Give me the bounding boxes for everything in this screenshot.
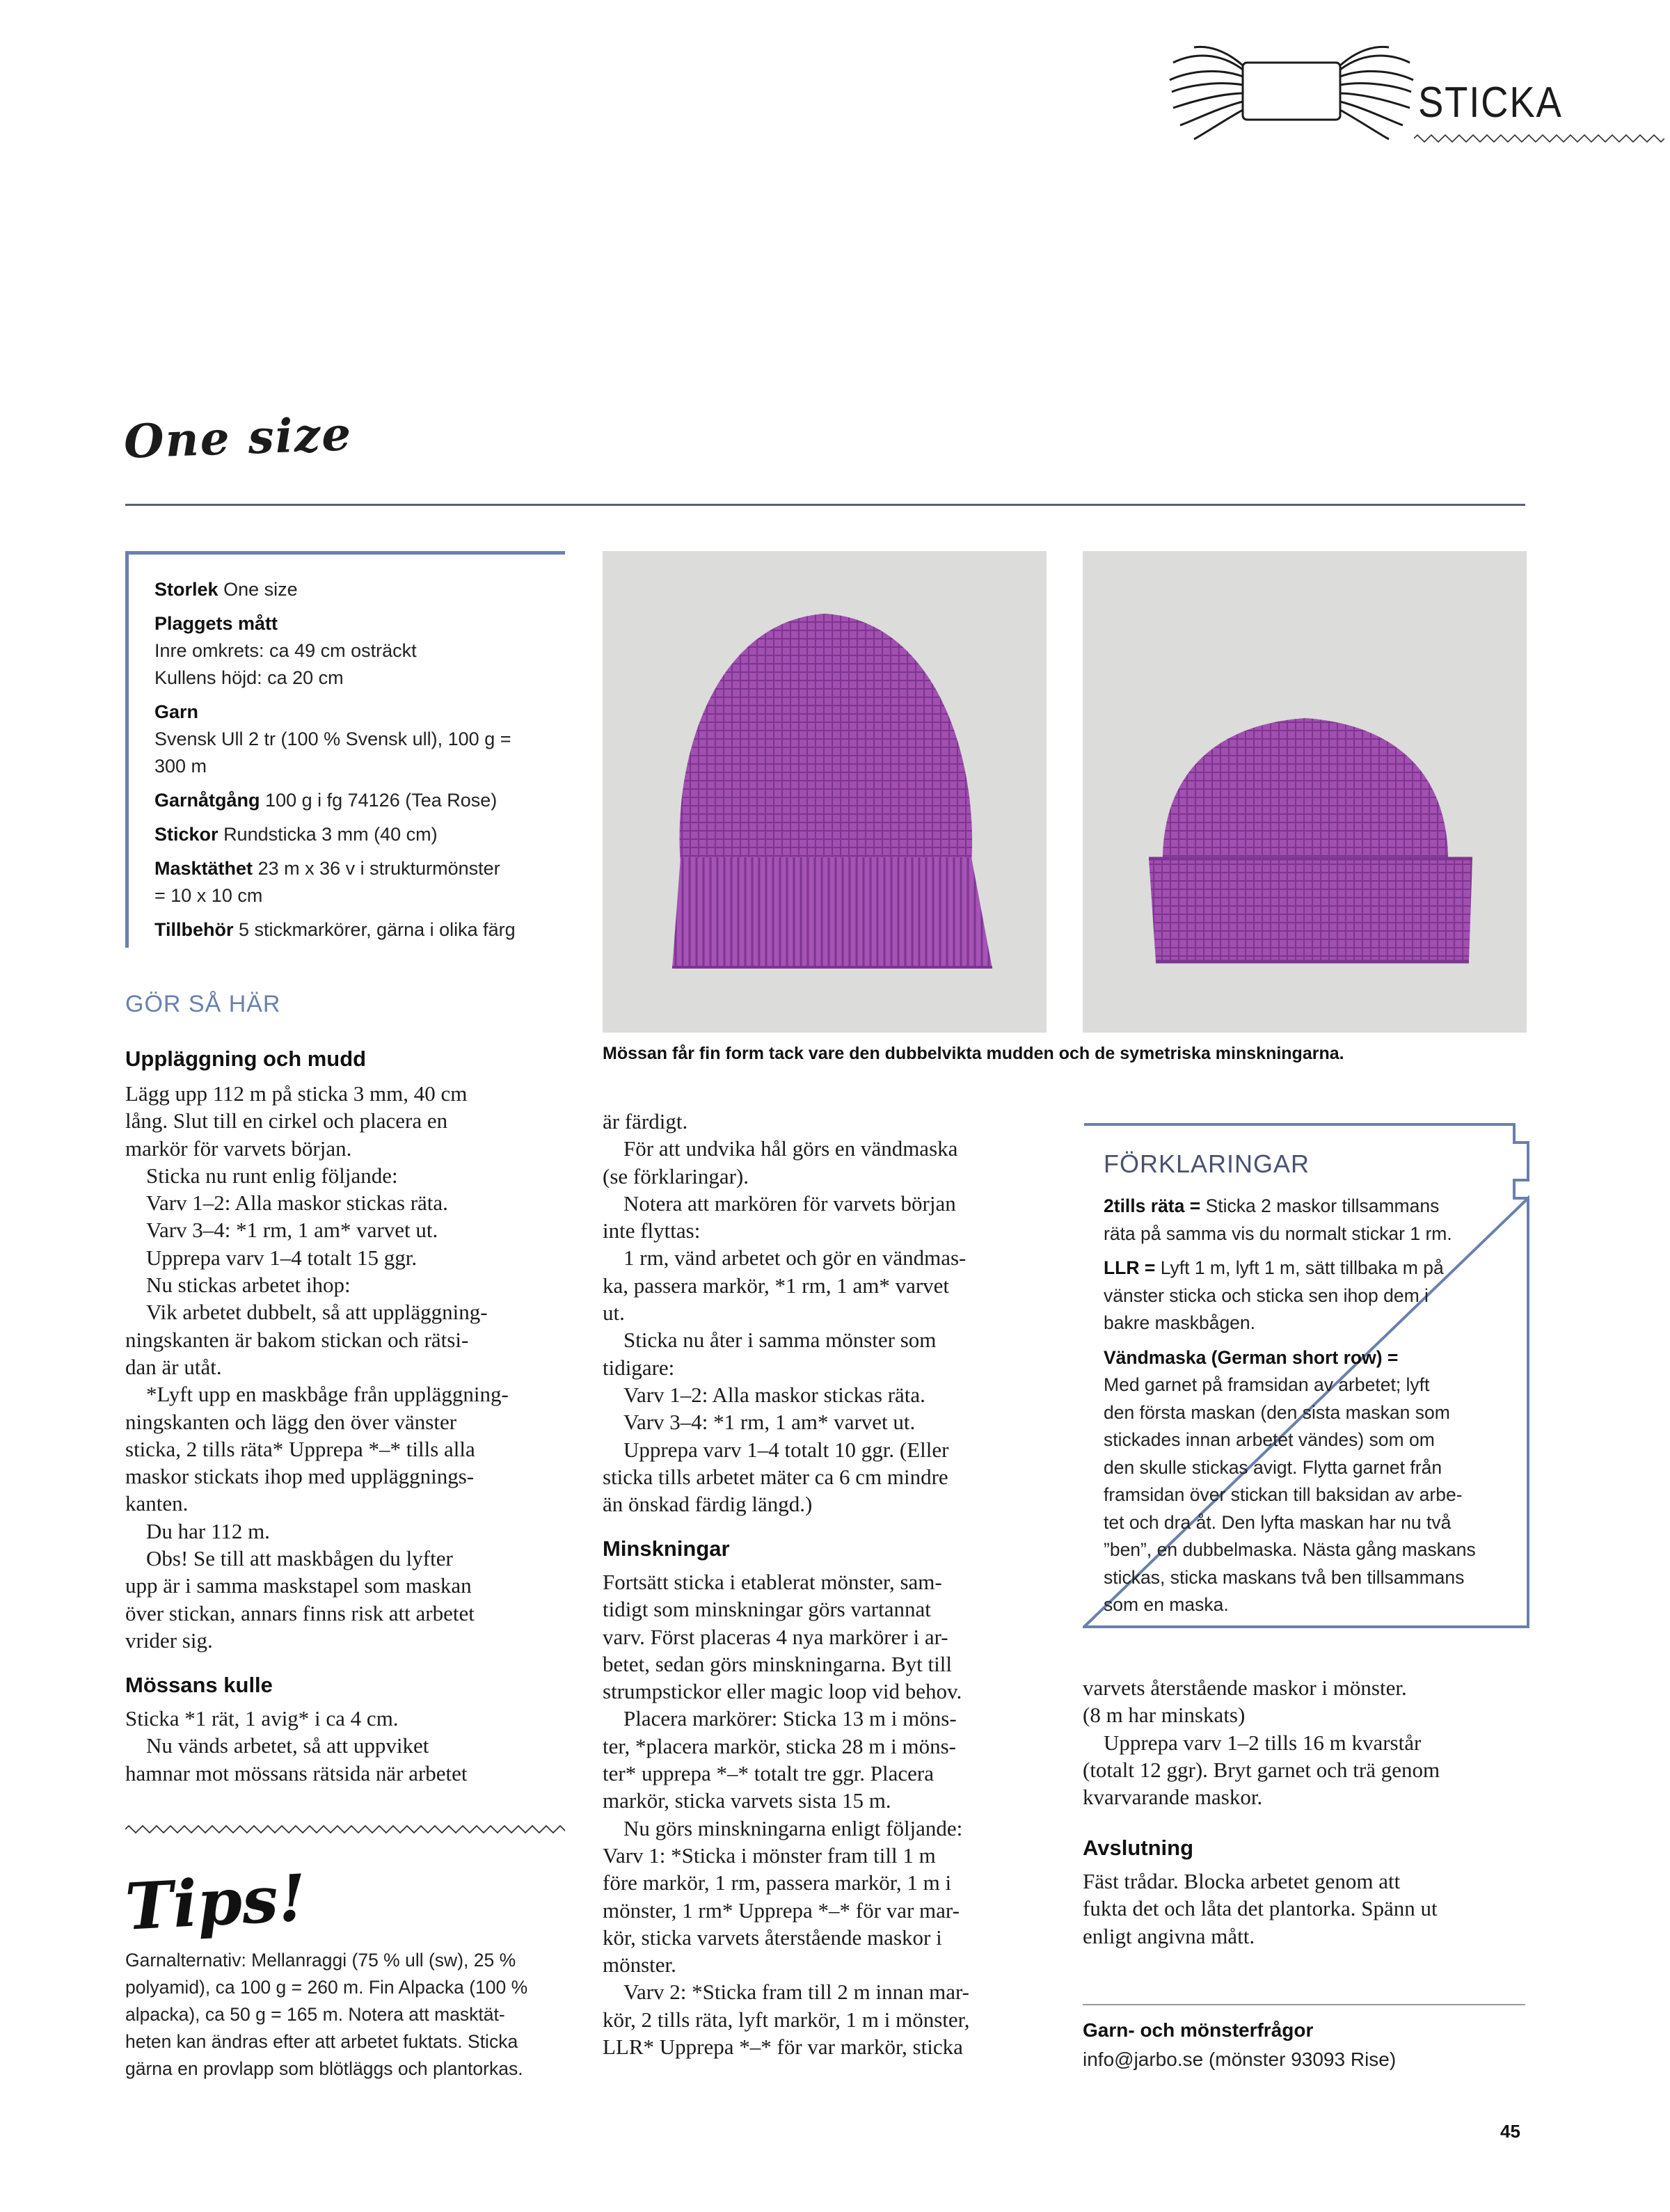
tips-title: Tips!: [123, 1860, 308, 1945]
text-line: före markör, 1 rm, passera markör, 1 m i: [603, 1870, 952, 1895]
subheading-cast-on: Uppläggning och mudd: [125, 1047, 367, 1071]
text-line: LLR* Upprepa *–* för var markör, sticka: [603, 2035, 963, 2060]
text-line: Varv 1–2: Alla maskor stickas räta.: [623, 1382, 925, 1407]
text-line: Varv 1–2: Alla maskor stickas räta.: [146, 1191, 448, 1216]
text-line: Sticka nu åter i samma mönster som: [623, 1328, 937, 1353]
photo-hat-folded: [1083, 551, 1527, 1033]
spec-yarn-amount: Garnåtgång 100 g i fg 74126 (Tea Rose): [154, 790, 498, 811]
text-line: kör, 2 tills räta, lyft markör, 1 m i mönster,: [603, 2007, 970, 2032]
hat-illustration-unfolded: [603, 551, 1047, 1033]
text-line: ka, passera markör, *1 rm, 1 am* varvet: [603, 1273, 950, 1298]
text-line: Varv 1: *Sticka i mönster fram till 1 m: [603, 1843, 936, 1868]
text-cast-on: [125, 1080, 571, 1654]
text-line: alpacka), ca 50 g = 165 m. Notera att masktät-: [125, 2004, 505, 2025]
spec-gauge: Masktäthet 23 m x 36 v i strukturmönster = 10 x 10 cm: [154, 858, 500, 906]
text-line: mönster, 1 rm* Upprepa *–* för var mar-: [603, 1897, 960, 1923]
spec-yarn: Garn Svensk Ull 2 tr (100 % Svensk ull), 100 g = 300 m: [154, 701, 511, 777]
spec-box: [125, 551, 565, 948]
text-line: Placera markörer: Sticka 13 m i möns-: [623, 1706, 957, 1731]
explanation-2tills: 2tills räta = Sticka 2 maskor tillsammans räta på samma vis du normalt stickar 1 rm.: [1104, 1195, 1452, 1244]
text-line: enligt angivna mått.: [1083, 1923, 1255, 1948]
spec-box-border-left: [125, 551, 129, 948]
text-line: polyamid), ca 100 g = 260 m. Fin Alpacka (100 %: [125, 1977, 528, 1998]
page-title: One size: [122, 406, 353, 469]
text-line: (se förklaringar).: [603, 1163, 749, 1188]
subheading-finishing: Avslutning: [1083, 1836, 1194, 1860]
text-line: ut.: [603, 1300, 625, 1326]
text-line: Upprepa varv 1–4 totalt 10 ggr. (Eller: [623, 1437, 949, 1462]
subheading-crown: Mössans kulle: [125, 1673, 273, 1697]
text-line: markör, sticka varvets sista 15 m.: [603, 1788, 891, 1813]
text-line: Varv 3–4: *1 rm, 1 am* varvet ut.: [146, 1218, 438, 1243]
spec-measurements: Plaggets mått Inre omkrets: ca 49 cm osträckt Kullens höjd: ca 20 cm: [154, 613, 417, 688]
text-line: Lägg upp 112 m på sticka 3 mm, 40 cm: [125, 1081, 468, 1106]
text-line: fukta det och låta det plantorka. Spänn ut: [1083, 1896, 1438, 1921]
explanations-box: [1083, 1122, 1542, 1627]
text-line: ningskanten är bakom stickan och rätsi-: [125, 1327, 469, 1352]
text-line: ter* upprepa *–* totalt tre ggr. Placera: [603, 1761, 935, 1786]
spec-size: Storlek One size: [154, 579, 298, 600]
text-line: varv. Först placeras 4 nya markörer i ar-: [603, 1624, 948, 1649]
text-line: sticka tills arbetet mäter ca 6 cm mindre: [603, 1464, 948, 1489]
text-line: ter, *placera markör, sticka 28 m i möns-: [603, 1733, 956, 1758]
text-line: gärna en provlapp som blötläggs och plantorkas.: [125, 2058, 523, 2079]
text-line: än önskad färdig längd.): [603, 1492, 813, 1517]
contact-heading: Garn- och mönsterfrågor: [1083, 2019, 1314, 2041]
text-column-2-top: [603, 1108, 1062, 1518]
spec-box-border-top: [125, 551, 565, 555]
text-line: är färdigt.: [603, 1109, 688, 1133]
text-line: Fäst trådar. Blocka arbetet genom att: [1083, 1869, 1401, 1893]
text-line: markör för varvets början.: [125, 1136, 352, 1161]
text-line: hamnar mot mössans rätsida när arbetet: [125, 1760, 468, 1785]
hat-illustration-folded: [1083, 551, 1527, 1033]
text-line: (totalt 12 ggr). Bryt garnet och trä genom: [1083, 1757, 1440, 1782]
text-finishing: [1083, 1868, 1528, 1950]
text-line: Notera att markören för varvets början: [623, 1191, 956, 1216]
text-decreases: [603, 1568, 1062, 2060]
contact-divider: [1083, 2004, 1525, 2005]
explanations-text: [1104, 1193, 1493, 1626]
text-line: tidigare:: [603, 1355, 675, 1380]
text-line: Garnalternativ: Mellanraggi (75 % ull (sw), 25 %: [125, 1950, 516, 1971]
text-line: heten kan ändras efter att arbetet fuktats. Sticka: [125, 2031, 518, 2052]
text-line: Fortsätt sticka i etablerat mönster, sam-: [603, 1570, 942, 1594]
subheading-decreases: Minskningar: [603, 1536, 730, 1561]
text-line: betet, sedan görs minskningarna. Byt till: [603, 1651, 952, 1676]
text-line: Vik arbetet dubbelt, så att uppläggning-: [146, 1300, 488, 1325]
text-line: Obs! Se till att maskbågen du lyfter: [146, 1546, 453, 1571]
page-number: 45: [1500, 2121, 1520, 2142]
text-line: kvarvarande maskor.: [1083, 1785, 1263, 1810]
spec-needles: Stickor Rundsticka 3 mm (40 cm): [154, 824, 438, 845]
instructions-heading: GÖR SÅ HÄR: [125, 991, 281, 1017]
text-column-3-top: [1083, 1674, 1528, 1811]
spec-list: [154, 576, 558, 950]
text-line: Varv 2: *Sticka fram till 2 m innan mar-: [623, 1980, 969, 2005]
text-line: Du har 112 m.: [146, 1518, 270, 1543]
zigzag-divider: [1414, 134, 1664, 143]
text-line: Upprepa varv 1–2 tills 16 m kvarstår: [1104, 1730, 1422, 1755]
text-line: Sticka nu runt enlig följande:: [146, 1163, 398, 1188]
photo-caption: Mössan får fin form tack vare den dubbelvikta mudden och de symetriska minskningarna.: [603, 1044, 1344, 1063]
text-line: maskor stickats ihop med uppläggnings-: [125, 1464, 475, 1489]
text-line: 1 rm, vänd arbetet och gör en vändmas-: [623, 1246, 967, 1271]
text-line: *Lyft upp en maskbåge från uppläggning-: [146, 1382, 509, 1407]
tips-text: [125, 1947, 565, 2083]
text-line: (8 m har minskats): [1083, 1703, 1246, 1728]
zigzag-divider: [125, 1824, 565, 1834]
text-line: Nu stickas arbetet ihop:: [146, 1273, 351, 1298]
explanation-llr: LLR = Lyft 1 m, lyft 1 m, sätt tillbaka m på vänster sticka och sticka sen ihop dem i bakre maskbågen.: [1104, 1257, 1444, 1333]
explanations-title: FÖRKLARINGAR: [1104, 1149, 1310, 1178]
text-line: varvets återstående maskor i mönster.: [1083, 1676, 1407, 1700]
section-label: STICKA: [1418, 79, 1563, 127]
text-line: mönster.: [603, 1952, 676, 1978]
text-line: ningskanten och lägg den över vänster: [125, 1409, 457, 1434]
text-line: lång. Slut till en cirkel och placera en: [125, 1108, 448, 1133]
text-line: Varv 3–4: *1 rm, 1 am* varvet ut.: [623, 1410, 916, 1435]
contact-info: info@jarbo.se (mönster 93093 Rise): [1083, 2048, 1397, 2070]
explanation-vandmaska: Vändmaska (German short row) = Med garnet på framsidan av arbetet; lyft den första maskan (den sista maskan som stickades innan arbetet vändes) som om den skulle stickas avigt. Flytta garnet från framsidan över stickan till baksidan av arbe- tet och dra åt. Den lyfta maskan har nu två ”ben”, en dubbelmaska. Nästa gång maskans stickas, sticka maskans två ben tillsammans som en maska.: [1104, 1346, 1476, 1615]
text-line: dan är utåt.: [125, 1354, 222, 1379]
text-line: över stickan, annars finns risk att arbetet: [125, 1600, 475, 1625]
text-line: Sticka *1 rät, 1 avig* i ca 4 cm.: [125, 1706, 399, 1730]
text-crown: [125, 1705, 571, 1787]
text-line: kanten.: [125, 1491, 189, 1516]
text-line: tidigt som minskningar görs vartannat: [603, 1597, 931, 1622]
photo-hat-unfolded: [603, 551, 1047, 1033]
text-line: För att undvika hål görs en vändmaska: [623, 1136, 958, 1161]
text-line: upp är i samma maskstapel som maskan: [125, 1573, 472, 1598]
text-line: inte flyttas:: [603, 1218, 701, 1243]
text-line: Nu görs minskningarna enligt följande:: [623, 1815, 963, 1840]
text-line: sticka, 2 tills räta* Upprepa *–* tills alla: [125, 1436, 475, 1461]
spec-notions: Tillbehör 5 stickmarkörer, gärna i olika färg: [154, 919, 516, 940]
title-divider: [125, 504, 1525, 506]
text-line: Upprepa varv 1–4 totalt 15 ggr.: [146, 1245, 418, 1270]
yarn-skein-icon: [1166, 42, 1417, 146]
text-line: strumpstickor eller magic loop vid behov.: [603, 1679, 962, 1704]
text-line: Nu vänds arbetet, så att uppviket: [146, 1733, 429, 1758]
text-line: vrider sig.: [125, 1628, 213, 1653]
text-line: kör, sticka varvets återstående maskor i: [603, 1925, 942, 1950]
